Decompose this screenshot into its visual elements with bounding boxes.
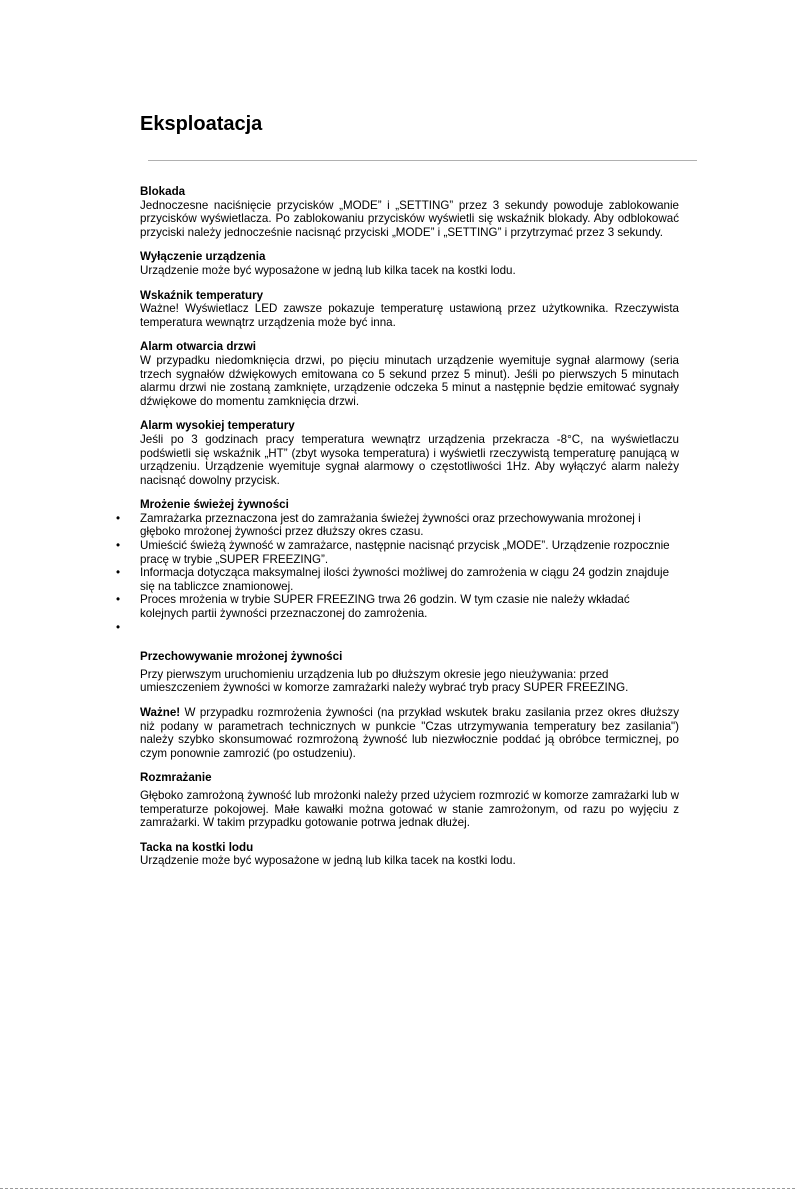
- section-heading: Alarm otwarcia drzwi: [140, 340, 256, 354]
- important-note: [140, 706, 679, 760]
- section-text: W przypadku niedomknięcia drzwi, po pięciu minutach urządzenie wyemituje sygnał alarmowy (seria trzech sygnałów dźwiękowych emitowana co 5 sekund przez 5 minut). Jeśli po pierwszych 5 minutach alarmu drzwi nie zostaną zamknięte, urządzenie odczeka 5 minut a następnie będzie emitować sygnały dźwiękowe do momentu zamknięcia drzwi.: [140, 353, 679, 408]
- section-przechowywanie: [140, 650, 679, 760]
- title-divider: [148, 160, 697, 161]
- bullet-list: [116, 511, 679, 634]
- page-title: Eksploatacja: [140, 113, 263, 135]
- section-alarm-drzwi: [140, 340, 679, 408]
- section-wylaczenie: [140, 250, 679, 277]
- section-text: Głęboko zamrożoną żywność lub mrożonki należy przed użyciem rozmrozić w komorze zamrażarki lub w temperaturze pokojowej. Małe kawałki można gotować w stanie zamrożonym, od razu po wyjęciu z zamrażarki. W takim przypadku gotowanie potrwa jednak dłużej.: [140, 788, 679, 830]
- list-item-text: Proces mrożenia w trybie SUPER FREEZING trwa 26 godzin. W tym czasie nie należy wkładać kolejnych partii żywności przeznaczonej do zamrożenia.: [140, 593, 630, 621]
- bullet-icon: •: [116, 539, 121, 553]
- section-text: Przy pierwszym uruchomieniu urządzenia lub po dłuższym okresie jego nieużywania: przed umieszczeniem żywności w komorze zamrażarki należy wybrać tryb pracy SUPER FREEZING.: [140, 667, 629, 695]
- list-item: [116, 593, 679, 621]
- important-label: Ważne!: [140, 706, 181, 719]
- section-text: Urządzenie może być wyposażone w jedną lub kilka tacek na kostki lodu.: [140, 854, 516, 868]
- section-heading: Wyłączenie urządzenia: [140, 250, 266, 264]
- section-wskaznik: [140, 289, 679, 330]
- list-item-text: Informacja dotycząca maksymalnej ilości żywności możliwej do zamrożenia w ciągu 24 godzin znajduje się na tabliczce znamionowej.: [140, 566, 670, 593]
- section-heading: Mrożenie świeżej żywności: [140, 498, 289, 512]
- section-text: Jeśli po 3 godzinach pracy temperatura wewnątrz urządzenia przekracza -8°C, na wyświetlaczu podświetli się wskaźnik „HT” (zbyt wysoka temperatura) i wyświetli rzeczywistą temperaturę panującą w urządzeniu. Urządzenie wyemituje sygnał alarmowy o częstotliwości 1Hz. Aby wyłączyć alarm należy nacisnąć dowolny przycisk.: [140, 432, 679, 487]
- section-heading: Alarm wysokiej temperatury: [140, 419, 295, 433]
- bullet-icon: •: [116, 511, 121, 525]
- list-item: [116, 566, 679, 593]
- section-heading: Rozmrażanie: [140, 771, 212, 785]
- section-heading: Tacka na kostki lodu: [140, 840, 254, 854]
- page-bottom-border: [0, 1188, 795, 1189]
- section-alarm-temperatury: [140, 419, 679, 487]
- list-item: [116, 620, 679, 635]
- section-tacka: [140, 841, 679, 868]
- section-heading: Wskaźnik temperatury: [140, 288, 264, 302]
- section-mrozenie: [116, 498, 679, 634]
- section-heading: Blokada: [140, 185, 186, 198]
- document-body: [116, 185, 679, 879]
- list-item-text: Zamrażarka przeznaczona jest do zamrażania świeżej żywności oraz przechowywania mrożonej i głęboko mrożonej żywności przez dłuższy okres czasu.: [140, 511, 641, 539]
- important-text: W przypadku rozmrożenia żywności (na przykład wskutek braku zasilania przez okres dłuższy niż podany w parametrach technicznych w punkcie "Czas utrzymywania temperatury bez zasilania") należy szybko skonsumować rozmrożoną żywność lub niezwłocznie poddać ją obróbce termicznej, po czym ponownie zamrozić (po ostudzeniu).: [140, 706, 679, 760]
- bullet-icon: •: [116, 620, 121, 634]
- section-rozmrazanie: [140, 771, 679, 829]
- section-text: Urządzenie może być wyposażone w jedną lub kilka tacek na kostki lodu.: [140, 263, 516, 277]
- section-blokada: [140, 185, 679, 239]
- section-text: Ważne! Wyświetlacz LED zawsze pokazuje temperaturę ustawioną przez użytkownika. Rzeczywista temperatura wewnątrz urządzenia może być inna.: [140, 302, 679, 329]
- list-item: [116, 539, 679, 566]
- bullet-icon: •: [116, 593, 121, 607]
- list-item: [116, 511, 679, 539]
- bullet-icon: •: [116, 566, 121, 580]
- list-item-text: Umieścić świeżą żywność w zamrażarce, następnie nacisnąć przycisk „MODE”. Urządzenie rozpocznie pracę w trybie „SUPER FREEZING”.: [140, 539, 670, 566]
- section-text: Jednoczesne naciśnięcie przycisków „MODE” i „SETTING” przez 3 sekundy powoduje zablokowanie przycisków wyświetlacza. Po zablokowaniu przycisków wyświetli się wskaźnik blokady. Aby odblokować przyciski należy jednocześnie nacisnąć przyciski „MODE” i „SETTING” i przytrzymać przez 3 sekundy.: [140, 198, 679, 239]
- section-heading: Przechowywanie mrożonej żywności: [140, 650, 343, 664]
